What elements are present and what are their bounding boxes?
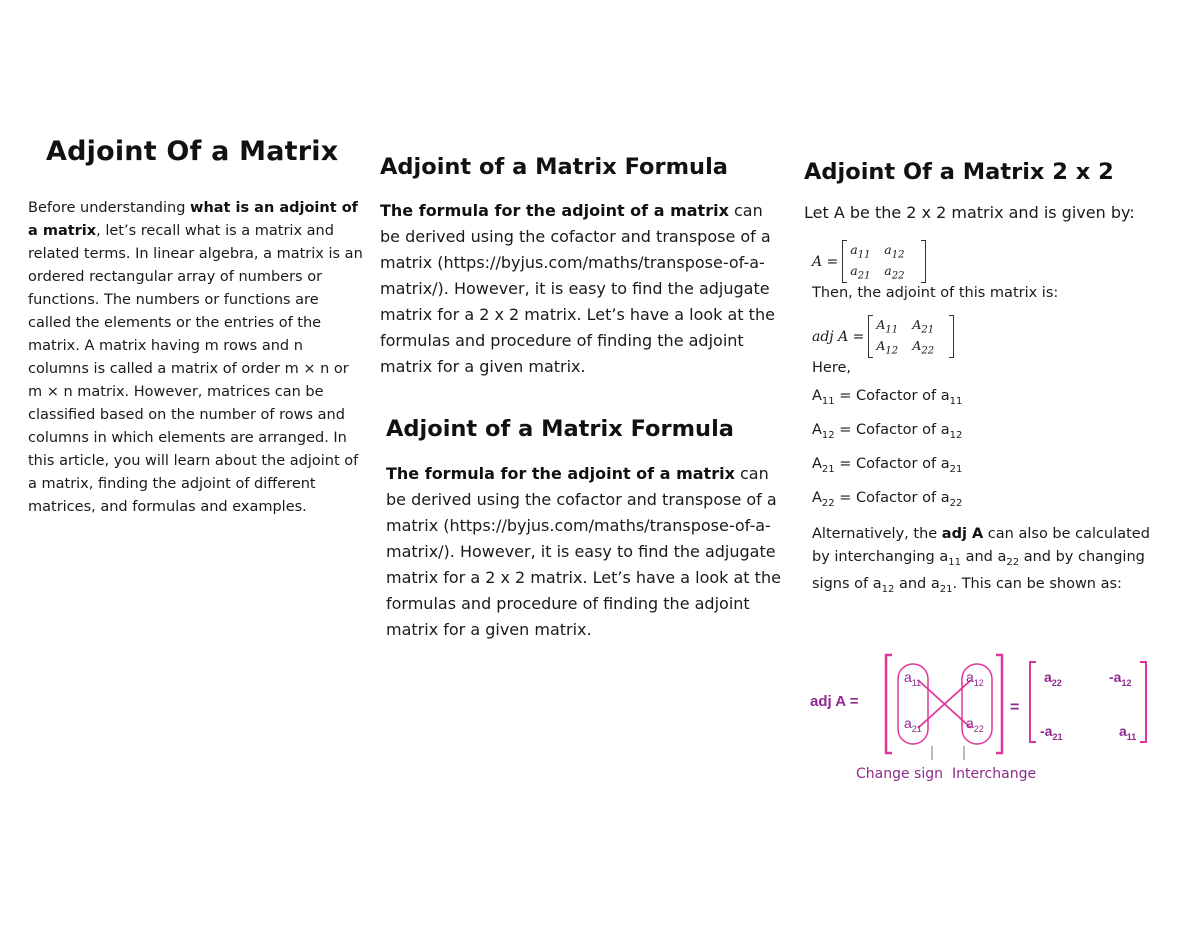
formula-title: Adjoint of a Matrix Formula — [380, 154, 728, 180]
cofactor-line: $A_{22}$ = Cofactor of $a_{22}$ — [812, 489, 963, 509]
intro-bold: what is an adjoint of a matrix — [28, 200, 358, 239]
2x2-intro: Let A be the 2 x 2 matrix and is given by: — [804, 203, 1135, 222]
alternative-paragraph: Alternatively, the adj A can also be calculated by interchanging $a_{11}$ and $a_{22}$ and by changing signs of $a_{12}$ and $a_{21}$. This can be shown as: — [812, 525, 1150, 596]
matrix-adj-cell: $A_{21}$ — [912, 317, 935, 336]
left-bracket-right — [996, 655, 1002, 753]
matrix-adj-cell: $A_{22}$ — [912, 337, 935, 356]
diagram-cell: $-a_{12}$ — [1109, 669, 1132, 688]
diagram-cell: $a_{11}$ — [904, 669, 922, 688]
caption-interchange: Interchange — [952, 766, 1037, 782]
diagram-equals: = — [1010, 699, 1020, 716]
intro-text-b: , let’s recall what is a matrix and related terms. In linear algebra, a matrix is an ordered rectangular array of numbers or functions. The numbers or functions are called the elements or the entries of the matrix. A matrix having m rows and n columns is called a matrix of order m × n or m × n matrix. However, matrices can be classified based on the number of rows and columns in which elements are arranged. In this article, you will learn about the adjoint of a matrix, finding the adjoint of different matrices, and formulas and examples. — [28, 223, 363, 515]
matrix-a-label: A = — [812, 253, 839, 270]
main-title: Adjoint Of a Matrix — [46, 136, 339, 167]
matrix-a-cell: $a_{22}$ — [884, 262, 905, 281]
diagram-cell: $a_{22}$ — [966, 715, 984, 734]
formula-paragraph — [380, 198, 780, 380]
formula-bold-repeat: The formula for the adjoint of a matrix — [386, 464, 735, 483]
matrix-a-cell: $a_{11}$ — [850, 242, 871, 261]
right-bracket — [1030, 662, 1036, 742]
diagram-cell: $a_{11}$ — [1119, 723, 1137, 742]
formula-title-repeat: Adjoint of a Matrix Formula — [386, 416, 734, 442]
matrix-adj-label: adj A = — [812, 328, 865, 345]
intro-text-a: Before understanding — [28, 200, 191, 216]
matrix-a — [812, 240, 1174, 283]
diagram-cell: $-a_{21}$ — [1040, 723, 1063, 742]
diagram-lhs-label: adj A = — [810, 693, 859, 710]
alt-bold: adj A — [941, 525, 984, 542]
then-text: Then, the adjoint of this matrix is: — [812, 285, 1059, 301]
formula-bold: The formula for the adjoint of a matrix — [380, 201, 729, 220]
adjoint-diagram — [806, 650, 1166, 760]
formula-text-repeat: can be derived using the cofactor and transpose of a matrix (https://byjus.com/maths/transpose-of-a-matrix/). However, it is easy to find the adjugate matrix for a 2 x 2 matrix. Let’s have a look at the formulas and procedure of finding the adjoint matrix for a given matrix. — [386, 464, 781, 639]
column-2x2 — [804, 159, 1174, 601]
matrix-a-cell: $a_{12}$ — [884, 242, 905, 261]
matrix-adj-cell: $A_{12}$ — [876, 337, 899, 356]
column-formula — [380, 154, 780, 380]
left-bracket — [886, 655, 892, 753]
2x2-title: Adjoint Of a Matrix 2 x 2 — [804, 159, 1114, 185]
cofactor-line: $A_{11}$ = Cofactor of $a_{11}$ — [812, 388, 963, 407]
cofactor-line: $A_{12}$ = Cofactor of $a_{12}$ — [812, 421, 963, 441]
cofactor-line: $A_{21}$ = Cofactor of $a_{21}$ — [812, 455, 963, 475]
diagram-cell: $a_{22}$ — [1044, 669, 1062, 688]
here-text: Here, — [812, 360, 851, 376]
right-bracket-right — [1140, 662, 1146, 742]
column-intro — [28, 136, 363, 519]
caption-change-sign: Change sign — [856, 766, 943, 782]
diagram-cell: $a_{21}$ — [904, 715, 922, 734]
matrix-a-cell: $a_{21}$ — [850, 262, 871, 281]
matrix-adj-cell: $A_{11}$ — [876, 317, 899, 336]
cofactor-list — [812, 388, 1174, 509]
formula-text: can be derived using the cofactor and transpose of a matrix (https://byjus.com/maths/transpose-of-a-matrix/). However, it is easy to find the adjugate matrix for a 2 x 2 matrix. Let’s have a look at the formulas and procedure of finding the adjoint matrix for a given matrix. — [380, 201, 775, 376]
diagram-cell: $a_{12}$ — [966, 669, 984, 688]
matrix-adj — [812, 315, 1174, 358]
column-formula-repeat — [386, 416, 786, 643]
formula-paragraph-repeat — [386, 461, 786, 643]
intro-paragraph — [28, 197, 363, 519]
